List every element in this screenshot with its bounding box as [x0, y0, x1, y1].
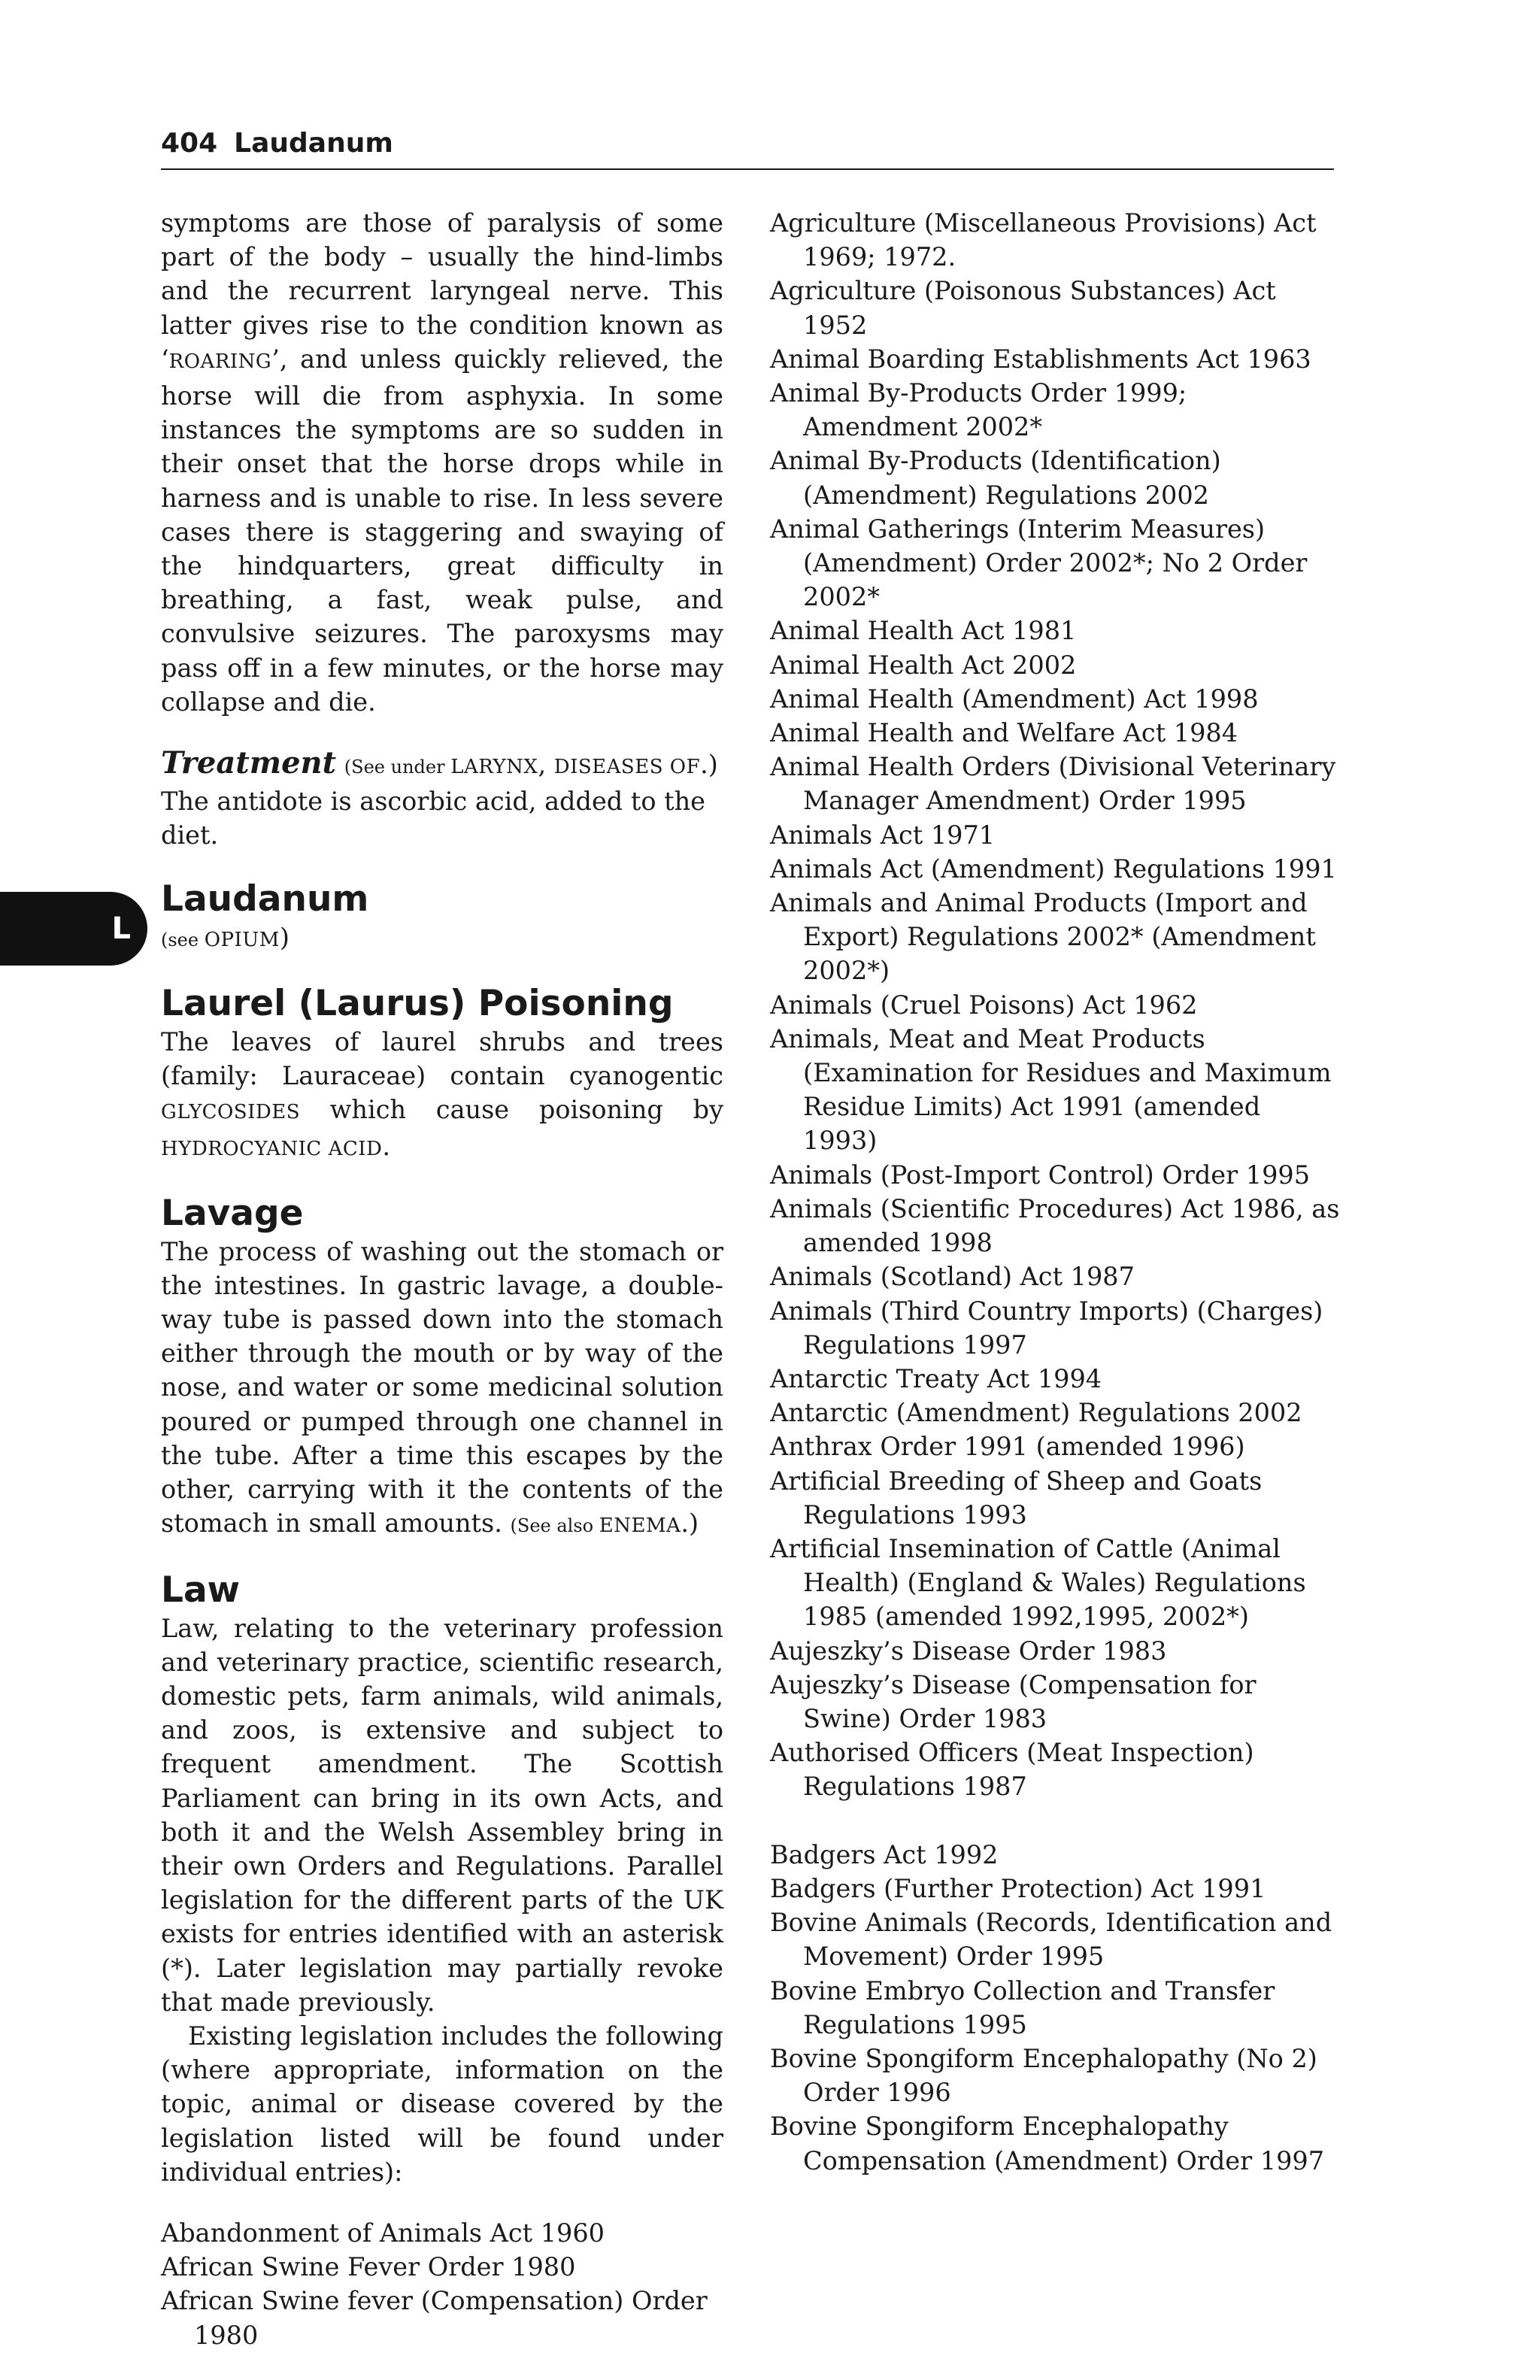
thumb-index-letter: L	[111, 911, 131, 946]
running-title: Laudanum	[234, 128, 393, 159]
cross-reference-roaring: ROARING	[168, 350, 272, 373]
treatment-heading: Treatment	[161, 745, 337, 781]
treatment-ref-open: (See under	[344, 756, 451, 778]
laurel-text-3: .	[382, 1132, 391, 1162]
legislation-item: Animal Health Orders (Divisional Veterinary Manager Amendment) Order 1995	[770, 752, 1336, 816]
legislation-item: Badgers Act 1992	[770, 1839, 999, 1869]
entry-heading-laudanum: Laudanum	[161, 878, 369, 920]
legislation-item: Animal Health Act 2002	[770, 650, 1077, 680]
laurel-text-2: which cause poisoning by	[300, 1095, 723, 1125]
laurel-text-1: The leaves of laurel shrubs and trees (family: Lauraceae) contain cyanogentic	[161, 1026, 723, 1091]
treatment-body: The antidote is ascorbic acid, added to the diet.	[161, 787, 706, 850]
legislation-item: African Swine fever (Compensation) Order 1980	[161, 2286, 708, 2350]
legislation-list-right	[770, 206, 1341, 2178]
cross-reference-hydrocyanic-acid: HYDROCYANIC ACID	[161, 1138, 383, 1161]
legislation-item: Antarctic Treaty Act 1994	[770, 1363, 1102, 1393]
legislation-item: Animals (Cruel Poisons) Act 1962	[770, 990, 1198, 1020]
legislation-item: Agriculture (Miscellaneous Provisions) Act 1969; 1972.	[770, 208, 1317, 272]
spacer	[161, 2189, 723, 2216]
legislation-item: Aujeszky’s Disease (Compensation for Swine) Order 1983	[770, 1669, 1257, 1733]
spacer	[161, 1167, 723, 1194]
legislation-item: Bovine Animals (Records, Identification and Movement) Order 1995	[770, 1908, 1332, 1972]
spacer	[161, 853, 723, 880]
treatment-paragraph	[161, 746, 723, 853]
legislation-item: African Swine Fever Order 1980	[161, 2252, 576, 2282]
legislation-item: Animal By-Products (Identification) (Amendment) Regulations 2002	[770, 446, 1221, 510]
lavage-text: The process of washing out the stomach or the intestines. In gastric lavage, a double-way tube is passed down into the stomach either through the mouth or by way of the nose, and water or some medicinal solution poured or pumped through one channel in the tube. After a time this escapes by the other, carrying with it the contents of the stomach in small amounts.	[161, 1236, 723, 1539]
legislation-item: Animal Boarding Establishments Act 1963	[770, 344, 1311, 374]
legislation-item: Animal Health and Welfare Act 1984	[770, 718, 1238, 748]
intro-text-2: ’, and unless quickly relieved, the horse will die from asphyxia. In some instances the symptoms are so sudden in their onset that the horse drops while in harness and is unable to rise. In less severe cases there is staggering and swaying of the hindquarters, great difficulty in breathing, a fast, weak pulse, and convulsive seizures. The paroxysms may pass off in a few minutes, or the horse may collapse and die.	[161, 344, 723, 717]
running-header	[161, 128, 1334, 170]
legislation-item: Animals Act (Amendment) Regulations 1991	[770, 853, 1337, 884]
lavage-paragraph	[161, 1235, 723, 1544]
legislation-item: Bovine Spongiform Encephalopathy (No 2) Order 1996	[770, 2043, 1317, 2108]
laurel-paragraph	[161, 1025, 723, 1167]
legislation-item: Animals Act 1971	[770, 820, 996, 850]
legislation-item: Anthrax Order 1991 (amended 1996)	[770, 1432, 1245, 1462]
list-spacer	[770, 1804, 1341, 1838]
legislation-item: Artificial Breeding of Sheep and Goats Regulations 1993	[770, 1466, 1263, 1530]
cross-reference-glycosides: GLYCOSIDES	[161, 1101, 301, 1124]
legislation-item: Animals (Post-Import Control) Order 1995	[770, 1160, 1311, 1190]
law-paragraph-2: Existing legislation includes the following (where appropriate, information on the topic, animal or disease covered by the legislation listed will be found under individual entries):	[161, 2021, 723, 2187]
legislation-item: Animals and Animal Products (Import and Export) Regulations 2002* (Amendment 2002*)	[770, 888, 1316, 986]
laudanum-ref-close: )	[279, 922, 290, 952]
legislation-list-left	[161, 2216, 723, 2352]
spacer	[161, 957, 723, 984]
entry-heading-lavage: Lavage	[161, 1192, 304, 1234]
legislation-item: Antarctic (Amendment) Regulations 2002	[770, 1398, 1302, 1428]
law-paragraph-1: Law, relating to the veterinary profession and veterinary practice, scientific research, domestic pets, farm animals, wild animals, and zoos, is extensive and subject to frequent amendment. The Scottish Parliament can bring in its own Acts, and both it and the Welsh Assembley bring in their own Orders and Regulations. Parallel legislation for the different parts of the UK exists for entries identified with an asterisk (*). Later legislation may partially revoke that made previously.	[161, 1613, 723, 2017]
legislation-item: Animal Health (Amendment) Act 1998	[770, 684, 1259, 714]
legislation-item: Animals (Scotland) Act 1987	[770, 1262, 1135, 1292]
spacer	[161, 1544, 723, 1571]
right-column	[770, 206, 1341, 2178]
cross-reference-diseases-of: DISEASES OF	[553, 756, 701, 779]
intro-text-1: symptoms are those of paralysis of some part of the body – usually the hind-limbs and the recurrent laryngeal nerve. This latter gives rise to the condition known as ‘	[161, 208, 723, 374]
laudanum-reference	[161, 920, 723, 957]
legislation-item: Animals (Scientific Procedures) Act 1986, as amended 1998	[770, 1193, 1340, 1258]
left-column	[161, 206, 723, 2352]
cross-reference-enema: ENEMA	[599, 1514, 681, 1538]
legislation-item: Badgers (Further Protection) Act 1991	[770, 1873, 1266, 1903]
legislation-item: Abandonment of Animals Act 1960	[161, 2218, 605, 2248]
legislation-item: Authorised Officers (Meat Inspection) Regulations 1987	[770, 1738, 1254, 1802]
entry-heading-law: Law	[161, 1569, 241, 1611]
cross-reference-opium: OPIUM	[204, 928, 280, 951]
legislation-item: Agriculture (Poisonous Substances) Act 1952	[770, 276, 1276, 340]
thumb-index-tab	[0, 892, 147, 966]
entry-heading-laurel: Laurel (Laurus) Poisoning	[161, 982, 674, 1024]
treatment-ref-close: .)	[700, 750, 718, 780]
legislation-item: Bovine Spongiform Encephalopathy Compensation (Amendment) Order 1997	[770, 2112, 1325, 2175]
legislation-item: Animals (Third Country Imports) (Charges) Regulations 1997	[770, 1296, 1323, 1360]
legislation-item: Animal Health Act 1981	[770, 616, 1077, 646]
laudanum-ref-open: (see	[161, 929, 205, 950]
legislation-item: Bovine Embryo Collection and Transfer Regulations 1995	[770, 1975, 1275, 2039]
lavage-ref-open: (See also	[510, 1515, 599, 1537]
treatment-ref-comma: ,	[538, 750, 554, 780]
spacer	[161, 719, 723, 746]
legislation-item: Animal Gatherings (Interim Measures) (Amendment) Order 2002*; No 2 Order 2002*	[770, 514, 1308, 612]
legislation-item: Animals, Meat and Meat Products (Examination for Residues and Maximum Residue Limits) Act 1991 (amended 1993)	[770, 1023, 1332, 1156]
cross-reference-larynx: LARYNX	[450, 756, 538, 779]
legislation-item: Aujeszky’s Disease Order 1983	[770, 1636, 1167, 1666]
intro-paragraph	[161, 206, 723, 719]
legislation-item: Artificial Insemination of Cattle (Animal Health) (England & Wales) Regulations 1985 (amended 1992,1995, 2002*)	[770, 1533, 1306, 1632]
legislation-item: Animal By-Products Order 1999; Amendment 2002*	[770, 378, 1187, 442]
page-number: 404	[161, 128, 218, 159]
lavage-ref-close: .)	[681, 1508, 699, 1539]
